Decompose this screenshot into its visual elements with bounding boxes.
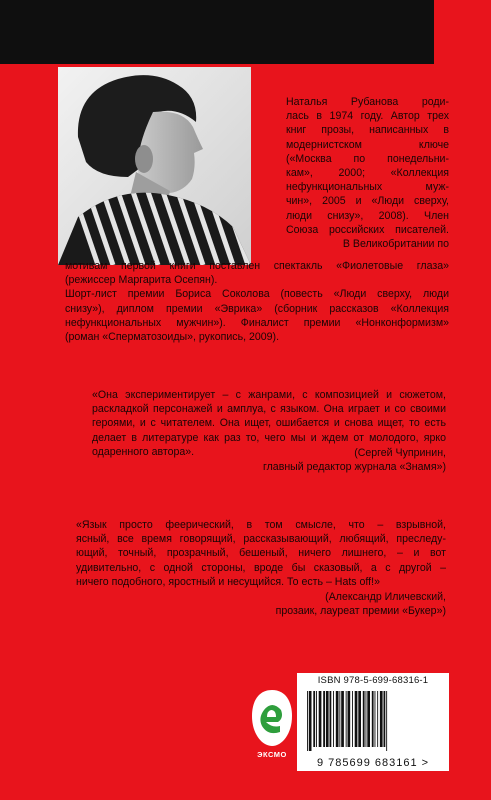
bio-line: Союза российских писателей. [286, 223, 449, 236]
barcode-bar [326, 691, 329, 747]
author-bio-continued [65, 259, 449, 344]
barcode-bar [363, 691, 365, 747]
quote-line: раскладкой персонажей и амплуа, с языком. Она играет и со своими [92, 403, 446, 416]
bio-line: чин», 2005 и «Люди сверху, [286, 195, 449, 208]
attribution-line: главный редактор журнала «Знамя») [262, 461, 446, 474]
bio-line: снизу»), диплом премии «Эврика» (сборник рассказов «Коллекция [65, 302, 449, 315]
quote-line: «Язык просто феерический, в том смысле, что – взрывной, [76, 519, 446, 531]
quote-line: делает в литературе как раз то, чего мы и ждем от молодого, ярко [92, 431, 446, 444]
quote-line: героями, и с читателем. Она ищет, ошибается и снова ищет, то есть [92, 417, 446, 430]
quote-line: удивительно, с одной стороны, вроде бы сказовый, а с другой – [76, 561, 446, 574]
barcode-bar [358, 691, 361, 747]
barcode-block [297, 673, 449, 771]
bio-line: (роман «Сперматозоиды», рукопись, 2009). [65, 331, 280, 344]
eksmo-logo-icon [250, 688, 294, 748]
publisher-logo [250, 688, 294, 768]
bio-line: мотивам первой книги поставлен спектакль «Фиолетовые глаза» [65, 260, 449, 272]
bio-line: модернистском ключе [286, 138, 449, 151]
barcode-bar [366, 691, 367, 747]
barcode-bar [339, 691, 340, 747]
barcode-bar [319, 691, 322, 747]
barcode-bar [341, 691, 344, 747]
barcode-bar [348, 691, 351, 747]
bio-line: нефункциональных мужчин»). Финалист премии «Нонконформизм» [65, 316, 449, 329]
quote-line: «Она экспериментирует – с жанрами, с композицией и сюжетом, [92, 389, 446, 401]
barcode-bar [377, 691, 378, 747]
barcode-bar [355, 691, 358, 747]
bio-line: Наталья Рубанова роди- [286, 96, 449, 108]
barcode-bar [352, 691, 353, 747]
bio-line: кам», 2000; «Коллекция [286, 167, 449, 180]
quote-attribution-ilichevsky [200, 590, 446, 618]
bio-line: книг прозы, написанных в [286, 124, 449, 137]
bio-line: (режиссер Маргарита Осепян). [65, 274, 218, 287]
barcode-bar [375, 691, 376, 747]
bio-line: Шорт-лист премии Бориса Соколова (повесть «Люди сверху, люди [65, 288, 449, 301]
barcode-bar [367, 691, 370, 747]
quote-attribution-chuprinin [200, 446, 446, 474]
quote-line: ничего подобного, яростный и несущийся. То есть – Hats off!» [76, 575, 380, 588]
isbn-text: ISBN 978-5-699-68316-1 [317, 675, 429, 686]
barcode-bar [323, 691, 325, 747]
barcode-bar [313, 691, 315, 747]
author-photo [58, 67, 251, 265]
bio-line: («Москва по понедельни- [286, 152, 449, 165]
attribution-line: (Сергей Чупринин, [354, 447, 446, 459]
bio-line: нефункциональных муж- [286, 181, 449, 194]
barcode-bar [309, 691, 312, 751]
author-bio-side [286, 95, 449, 251]
barcode-bar [380, 691, 383, 747]
barcode-bar [330, 691, 332, 747]
attribution-line: прозаик, лауреат премии «Букер») [275, 605, 446, 618]
attribution-line: (Александр Иличевский, [325, 591, 446, 603]
publisher-name: ЭКСМО [257, 750, 287, 759]
review-quote-ilichevsky [76, 518, 446, 589]
barcode-bar [386, 691, 387, 751]
barcode-bar [372, 691, 374, 747]
barcode-bar [333, 691, 334, 747]
quote-line: ясный, все время говорящий, рассказывающий, любящий, преследу- [76, 533, 446, 546]
barcode-bar [307, 691, 308, 751]
barcode-bar [336, 691, 339, 747]
barcode-bar [384, 691, 386, 747]
top-black-band [0, 0, 434, 64]
barcode-bar [346, 691, 347, 747]
bio-line: В Великобритании по [342, 238, 449, 251]
bio-line: лась в 1974 году. Автор трех [286, 110, 449, 123]
quote-line: одаренного автора». [92, 445, 195, 458]
bio-line: люди снизу», 2008). Член [286, 209, 449, 222]
barcode-bars [305, 691, 441, 751]
barcode-digits: 9 785699 683161 > [316, 757, 430, 769]
quote-line: ющий, точный, прозрачный, бешеный, ничего лишнего, – и вот [76, 547, 446, 560]
barcode-bar [316, 691, 317, 747]
